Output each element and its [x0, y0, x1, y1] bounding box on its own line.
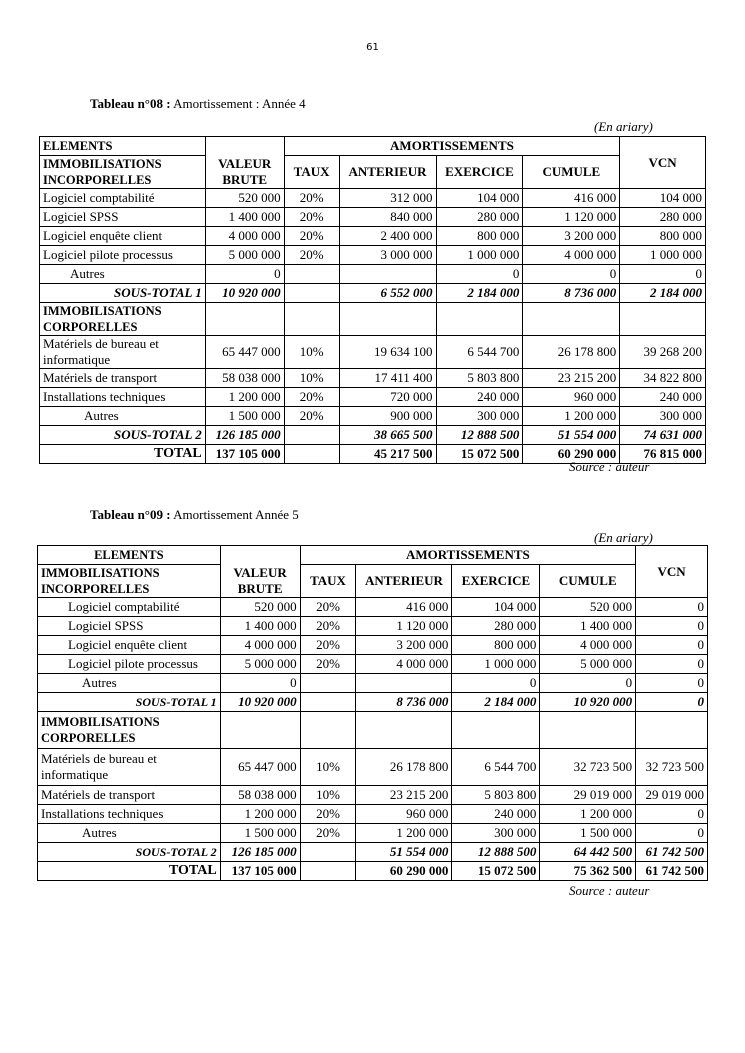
cell-anterieur: 4 000 000	[356, 655, 452, 674]
cell-vcn: 0	[636, 617, 708, 636]
page-number: 61	[366, 42, 379, 53]
row-label: Matériels de bureau et informatique	[38, 749, 221, 786]
cell-taux: 20%	[300, 655, 356, 674]
cell-anterieur: 8 736 000	[356, 693, 452, 712]
cell-taux	[284, 284, 339, 303]
cell-exercice: 104 000	[452, 598, 540, 617]
header-cumule: CUMULE	[523, 156, 620, 189]
total-row	[38, 862, 708, 881]
table-09-caption	[90, 507, 299, 523]
cell-vcn: 39 268 200	[620, 336, 706, 369]
cell-vcn: 0	[636, 674, 708, 693]
cell-taux	[284, 265, 339, 284]
cell-cumule: 29 019 000	[540, 786, 636, 805]
header-taux: TAUX	[284, 156, 339, 189]
subtotal-2-label: SOUS-TOTAL 2	[40, 426, 206, 445]
subtotal-1-label: SOUS-TOTAL 1	[40, 284, 206, 303]
table-row	[40, 189, 706, 208]
cell-vcn: 29 019 000	[636, 786, 708, 805]
cell-exercice: 12 888 500	[452, 843, 540, 862]
cell-anterieur: 3 000 000	[339, 246, 436, 265]
cell-vcn: 76 815 000	[620, 445, 706, 464]
cell-taux: 10%	[300, 786, 356, 805]
cell-cumule: 1 200 000	[523, 407, 620, 426]
table-row	[38, 824, 708, 843]
cell-anterieur: 960 000	[356, 805, 452, 824]
header-immob-incorporelles: IMMOBILISATIONS INCORPORELLES	[38, 565, 221, 598]
header-amortissements: AMORTISSEMENTS	[300, 546, 636, 565]
cell-vcn: 2 184 000	[620, 284, 706, 303]
header-taux: TAUX	[300, 565, 356, 598]
cell-cumule: 0	[523, 265, 620, 284]
cell-exercice: 15 072 500	[436, 445, 523, 464]
table-row	[40, 208, 706, 227]
header-vcn: VCN	[636, 546, 708, 598]
cell-valeur-brute: 520 000	[220, 598, 300, 617]
cell-valeur-brute: 58 038 000	[205, 369, 284, 388]
cell-vcn: 0	[636, 693, 708, 712]
cell-valeur-brute: 65 447 000	[220, 749, 300, 786]
cell-exercice: 2 184 000	[436, 284, 523, 303]
cell-vcn: 61 742 500	[636, 862, 708, 881]
cell-valeur-brute: 4 000 000	[220, 636, 300, 655]
subtotal-1-label: SOUS-TOTAL 1	[38, 693, 221, 712]
table-09	[37, 545, 708, 881]
cell-exercice: 12 888 500	[436, 426, 523, 445]
cell-anterieur: 1 200 000	[356, 824, 452, 843]
cell-vcn: 0	[636, 655, 708, 674]
table-08	[39, 136, 706, 464]
cell-exercice: 300 000	[436, 407, 523, 426]
cell-anterieur: 17 411 400	[339, 369, 436, 388]
table-09-unit: (En ariary)	[594, 530, 653, 545]
cell-vcn: 0	[620, 265, 706, 284]
cell-cumule: 4 000 000	[540, 636, 636, 655]
cell-valeur-brute: 0	[205, 265, 284, 284]
cell-exercice: 240 000	[436, 388, 523, 407]
cell-valeur-brute: 10 920 000	[205, 284, 284, 303]
table-subheader-row	[40, 156, 706, 189]
cell-taux: 20%	[300, 598, 356, 617]
cell-cumule: 23 215 200	[523, 369, 620, 388]
table-row	[38, 805, 708, 824]
cell-cumule: 1 120 000	[523, 208, 620, 227]
cell-taux	[284, 426, 339, 445]
cell-valeur-brute: 1 500 000	[205, 407, 284, 426]
cell-vcn: 0	[636, 598, 708, 617]
row-label: Logiciel comptabilité	[40, 189, 206, 208]
cell-anterieur: 6 552 000	[339, 284, 436, 303]
cell-valeur-brute: 1 400 000	[220, 617, 300, 636]
cell-vcn: 61 742 500	[636, 843, 708, 862]
cell-cumule: 4 000 000	[523, 246, 620, 265]
table-row	[38, 636, 708, 655]
header-exercice: EXERCICE	[436, 156, 523, 189]
header-anterieur: ANTERIEUR	[356, 565, 452, 598]
section-header-row	[38, 712, 708, 749]
cell-exercice: 6 544 700	[436, 336, 523, 369]
row-label: Autres	[38, 674, 221, 693]
cell-valeur-brute: 4 000 000	[205, 227, 284, 246]
cell-vcn: 74 631 000	[620, 426, 706, 445]
row-label: Installations techniques	[38, 805, 221, 824]
cell-anterieur: 45 217 500	[339, 445, 436, 464]
cell-cumule: 8 736 000	[523, 284, 620, 303]
cell-valeur-brute: 5 000 000	[205, 246, 284, 265]
cell-anterieur: 900 000	[339, 407, 436, 426]
table-row	[38, 786, 708, 805]
table-09-source: Source : auteur	[569, 883, 650, 898]
section-immob-corporelles: IMMOBILISATIONS CORPORELLES	[38, 712, 221, 749]
row-label: Logiciel enquête client	[38, 636, 221, 655]
cell-exercice: 1 000 000	[452, 655, 540, 674]
cell-valeur-brute: 1 200 000	[220, 805, 300, 824]
table-row	[38, 598, 708, 617]
row-label: Logiciel pilote processus	[38, 655, 221, 674]
cell-cumule: 1 500 000	[540, 824, 636, 843]
cell-valeur-brute: 65 447 000	[205, 336, 284, 369]
row-label: Autres	[40, 407, 206, 426]
cell-taux	[300, 843, 356, 862]
cell-taux: 20%	[300, 617, 356, 636]
cell-taux: 20%	[284, 189, 339, 208]
cell-cumule: 960 000	[523, 388, 620, 407]
cell-taux: 20%	[284, 388, 339, 407]
table-row	[38, 617, 708, 636]
cell-cumule: 3 200 000	[523, 227, 620, 246]
cell-valeur-brute: 126 185 000	[220, 843, 300, 862]
header-amortissements: AMORTISSEMENTS	[284, 137, 620, 156]
cell-cumule: 1 400 000	[540, 617, 636, 636]
table-row	[40, 336, 706, 369]
cell-cumule: 60 290 000	[523, 445, 620, 464]
subtotal-2-label: SOUS-TOTAL 2	[38, 843, 221, 862]
cell-valeur-brute: 0	[220, 674, 300, 693]
total-label: TOTAL	[40, 445, 206, 464]
cell-taux	[300, 674, 356, 693]
row-label: Installations techniques	[40, 388, 206, 407]
cell-exercice: 15 072 500	[452, 862, 540, 881]
header-valeur-brute: VALEUR BRUTE	[220, 546, 300, 598]
table-08-caption	[90, 96, 306, 112]
cell-taux: 10%	[300, 749, 356, 786]
total-label: TOTAL	[38, 862, 221, 881]
cell-exercice: 280 000	[436, 208, 523, 227]
cell-anterieur: 2 400 000	[339, 227, 436, 246]
cell-cumule: 75 362 500	[540, 862, 636, 881]
subtotal-row	[40, 426, 706, 445]
table-header-row	[40, 137, 706, 156]
cell-valeur-brute: 1 400 000	[205, 208, 284, 227]
cell-valeur-brute: 5 000 000	[220, 655, 300, 674]
subtotal-row	[38, 843, 708, 862]
subtotal-row	[40, 284, 706, 303]
cell-valeur-brute: 58 038 000	[220, 786, 300, 805]
table-08-caption-label: Tableau n°08 :	[90, 96, 171, 111]
table-09-caption-label: Tableau n°09 :	[90, 507, 171, 522]
row-label: Logiciel pilote processus	[40, 246, 206, 265]
cell-anterieur: 720 000	[339, 388, 436, 407]
table-09-caption-text: Amortissement Année 5	[170, 507, 299, 522]
cell-cumule: 0	[540, 674, 636, 693]
table-row	[38, 749, 708, 786]
cell-vcn: 800 000	[620, 227, 706, 246]
cell-anterieur: 26 178 800	[356, 749, 452, 786]
header-valeur-brute: VALEUR BRUTE	[205, 137, 284, 189]
table-08-caption-text: Amortissement : Année 4	[170, 96, 306, 111]
header-elements: ELEMENTS	[40, 137, 206, 156]
header-cumule: CUMULE	[540, 565, 636, 598]
cell-valeur-brute: 137 105 000	[205, 445, 284, 464]
section-header-row	[40, 303, 706, 336]
row-label: Logiciel SPSS	[38, 617, 221, 636]
cell-vcn: 0	[636, 636, 708, 655]
header-exercice: EXERCICE	[452, 565, 540, 598]
cell-exercice: 0	[436, 265, 523, 284]
cell-taux: 10%	[284, 336, 339, 369]
table-08-unit: (En ariary)	[594, 119, 653, 134]
row-label: Matériels de transport	[38, 786, 221, 805]
row-label: Autres	[38, 824, 221, 843]
cell-anterieur: 840 000	[339, 208, 436, 227]
cell-valeur-brute: 1 500 000	[220, 824, 300, 843]
cell-cumule: 26 178 800	[523, 336, 620, 369]
cell-taux: 20%	[284, 208, 339, 227]
cell-valeur-brute: 137 105 000	[220, 862, 300, 881]
cell-exercice: 300 000	[452, 824, 540, 843]
table-row	[40, 265, 706, 284]
table-header-row	[38, 546, 708, 565]
cell-taux: 20%	[284, 227, 339, 246]
row-label: Logiciel comptabilité	[38, 598, 221, 617]
cell-valeur-brute: 10 920 000	[220, 693, 300, 712]
cell-anterieur: 312 000	[339, 189, 436, 208]
cell-cumule: 5 000 000	[540, 655, 636, 674]
cell-taux	[300, 693, 356, 712]
cell-exercice: 5 803 800	[452, 786, 540, 805]
cell-vcn: 32 723 500	[636, 749, 708, 786]
cell-anterieur: 23 215 200	[356, 786, 452, 805]
cell-vcn: 104 000	[620, 189, 706, 208]
cell-valeur-brute: 126 185 000	[205, 426, 284, 445]
header-elements: ELEMENTS	[38, 546, 221, 565]
cell-cumule: 10 920 000	[540, 693, 636, 712]
cell-anterieur	[356, 674, 452, 693]
section-immob-corporelles: IMMOBILISATIONS CORPORELLES	[40, 303, 206, 336]
cell-anterieur: 416 000	[356, 598, 452, 617]
cell-taux: 20%	[300, 636, 356, 655]
header-anterieur: ANTERIEUR	[339, 156, 436, 189]
cell-anterieur	[339, 265, 436, 284]
cell-valeur-brute: 1 200 000	[205, 388, 284, 407]
cell-cumule: 520 000	[540, 598, 636, 617]
cell-taux	[300, 862, 356, 881]
table-row	[40, 388, 706, 407]
row-label: Matériels de transport	[40, 369, 206, 388]
cell-vcn: 0	[636, 805, 708, 824]
cell-anterieur: 3 200 000	[356, 636, 452, 655]
header-immob-incorporelles: IMMOBILISATIONS INCORPORELLES	[40, 156, 206, 189]
cell-cumule: 32 723 500	[540, 749, 636, 786]
cell-anterieur: 38 665 500	[339, 426, 436, 445]
cell-exercice: 280 000	[452, 617, 540, 636]
cell-exercice: 2 184 000	[452, 693, 540, 712]
cell-exercice: 5 803 800	[436, 369, 523, 388]
cell-cumule: 51 554 000	[523, 426, 620, 445]
cell-cumule: 64 442 500	[540, 843, 636, 862]
cell-anterieur: 51 554 000	[356, 843, 452, 862]
cell-exercice: 800 000	[436, 227, 523, 246]
table-row	[40, 227, 706, 246]
cell-taux: 10%	[284, 369, 339, 388]
cell-anterieur: 1 120 000	[356, 617, 452, 636]
table-row	[40, 369, 706, 388]
table-subheader-row	[38, 565, 708, 598]
cell-taux	[284, 445, 339, 464]
cell-valeur-brute: 520 000	[205, 189, 284, 208]
row-label: Logiciel enquête client	[40, 227, 206, 246]
cell-taux: 20%	[300, 805, 356, 824]
cell-exercice: 1 000 000	[436, 246, 523, 265]
row-label: Autres	[40, 265, 206, 284]
table-08-source: Source : auteur	[569, 459, 650, 474]
cell-anterieur: 19 634 100	[339, 336, 436, 369]
cell-exercice: 800 000	[452, 636, 540, 655]
subtotal-row	[38, 693, 708, 712]
cell-cumule: 416 000	[523, 189, 620, 208]
cell-exercice: 240 000	[452, 805, 540, 824]
cell-cumule: 1 200 000	[540, 805, 636, 824]
cell-taux: 20%	[284, 246, 339, 265]
table-row	[38, 674, 708, 693]
cell-exercice: 0	[452, 674, 540, 693]
cell-anterieur: 60 290 000	[356, 862, 452, 881]
cell-vcn: 0	[636, 824, 708, 843]
cell-taux: 20%	[300, 824, 356, 843]
row-label: Logiciel SPSS	[40, 208, 206, 227]
cell-exercice: 104 000	[436, 189, 523, 208]
header-vcn: VCN	[620, 137, 706, 189]
table-row	[40, 407, 706, 426]
cell-taux: 20%	[284, 407, 339, 426]
cell-vcn: 300 000	[620, 407, 706, 426]
row-label: Matériels de bureau et informatique	[40, 336, 206, 369]
cell-vcn: 240 000	[620, 388, 706, 407]
cell-exercice: 6 544 700	[452, 749, 540, 786]
cell-vcn: 34 822 800	[620, 369, 706, 388]
table-row	[40, 246, 706, 265]
table-row	[38, 655, 708, 674]
cell-vcn: 280 000	[620, 208, 706, 227]
cell-vcn: 1 000 000	[620, 246, 706, 265]
